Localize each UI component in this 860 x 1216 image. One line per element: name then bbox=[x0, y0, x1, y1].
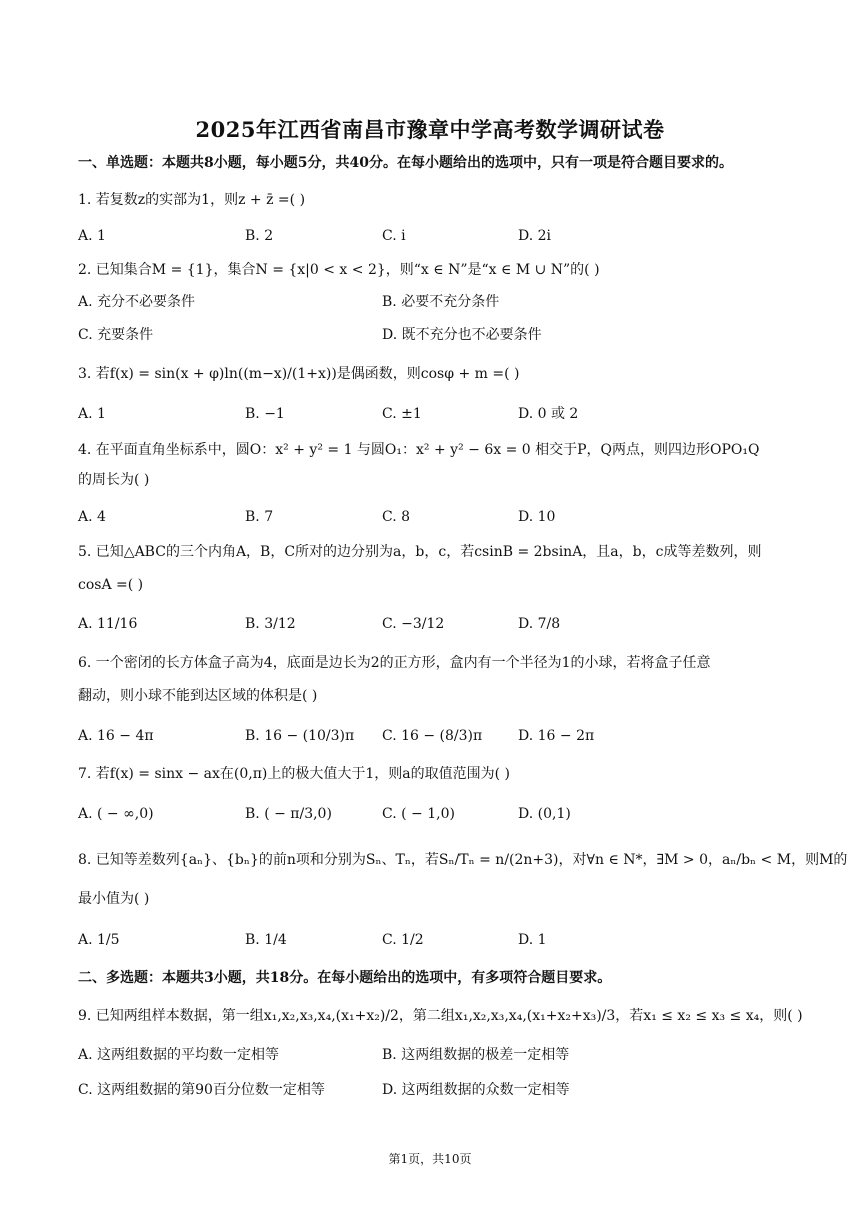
question-1-option-b: B. 2 bbox=[245, 228, 274, 244]
question-9-option-a: A. 这两组数据的平均数一定相等 bbox=[78, 1047, 280, 1063]
question-9-option-d: D. 这两组数据的众数一定相等 bbox=[382, 1082, 570, 1098]
question-6-option-a: A. 16 − 4π bbox=[78, 728, 154, 744]
question-3-stem: 3. 若f(x) = sin(x + φ)ln((m−x)/(1+x))是偶函数，则cosφ + m =( ) bbox=[78, 366, 520, 382]
question-2-option-c: C. 充要条件 bbox=[78, 327, 154, 343]
question-7-option-a: A. ( − ∞,0) bbox=[78, 806, 154, 822]
question-8-option-d: D. 1 bbox=[518, 932, 547, 948]
question-8-option-c: C. 1/2 bbox=[382, 932, 424, 948]
question-9-option-c: C. 这两组数据的第90百分位数一定相等 bbox=[78, 1082, 325, 1098]
question-1-option-a: A. 1 bbox=[78, 228, 106, 244]
question-6-option-d: D. 16 − 2π bbox=[518, 728, 595, 744]
question-8-stem-line-1: 8. 已知等差数列{aₙ}、{bₙ}的前n项和分别为Sₙ、Tₙ，若Sₙ/Tₙ = n/(2n+3)，对∀n ∈ N*，∃M > 0，aₙ/bₙ < M，则M的 bbox=[78, 852, 848, 868]
question-2-option-d: D. 既不充分也不必要条件 bbox=[382, 327, 542, 343]
question-5-option-c: C. −3/12 bbox=[382, 616, 445, 632]
question-4-option-b: B. 7 bbox=[245, 509, 274, 525]
question-4-stem-line-2: 的周长为( ) bbox=[78, 472, 150, 488]
question-5-option-d: D. 7/8 bbox=[518, 616, 561, 632]
page-title: 2025年江西省南昌市豫章中学高考数学调研试卷 bbox=[195, 117, 665, 142]
question-7-option-b: B. ( − π/3,0) bbox=[245, 806, 332, 822]
question-4-option-a: A. 4 bbox=[78, 509, 106, 525]
question-4-option-c: C. 8 bbox=[382, 509, 411, 525]
question-1-stem: 1. 若复数z的实部为1，则z + z̄ =( ) bbox=[78, 192, 306, 208]
question-8-stem-line-2: 最小值为( ) bbox=[78, 891, 150, 907]
question-9-stem: 9. 已知两组样本数据，第一组x₁,x₂,x₃,x₄,(x₁+x₂)/2，第二组x₁,x₂,x₃,x₄,(x₁+x₂+x₃)/3，若x₁ ≤ x₂ ≤ x₃ ≤ x₄，则( ) bbox=[78, 1008, 803, 1024]
question-1-option-c: C. i bbox=[382, 228, 406, 244]
question-3-option-c: C. ±1 bbox=[382, 406, 422, 422]
question-5-option-a: A. 11/16 bbox=[78, 616, 138, 632]
question-7-stem: 7. 若f(x) = sinx − ax在(0,π)上的极大值大于1，则a的取值范围为( ) bbox=[78, 766, 510, 782]
question-8-option-b: B. 1/4 bbox=[245, 932, 287, 948]
question-7-option-c: C. ( − 1,0) bbox=[382, 806, 455, 822]
section-heading-single-choice: 一、单选题：本题共8小题，每小题5分，共40分。在每小题给出的选项中，只有一项是符合题目要求的。 bbox=[78, 155, 733, 171]
section-heading-multi-choice: 二、多选题：本题共3小题，共18分。在每小题给出的选项中，有多项符合题目要求。 bbox=[78, 970, 612, 986]
question-6-option-c: C. 16 − (8/3)π bbox=[382, 728, 483, 744]
question-2-option-b: B. 必要不充分条件 bbox=[382, 294, 500, 310]
question-6-stem-line-1: 6. 一个密闭的长方体盒子高为4，底面是边长为2的正方形，盒内有一个半径为1的小球，若将盒子任意 bbox=[78, 655, 711, 671]
question-7-option-d: D. (0,1) bbox=[518, 806, 571, 822]
question-1-option-d: D. 2i bbox=[518, 228, 552, 244]
page-footer: 第1页，共10页 bbox=[388, 1152, 472, 1166]
question-2-stem: 2. 已知集合M = {1}，集合N = {x|0 < x < 2}，则“x ∈ N”是“x ∈ M ∪ N”的( ) bbox=[78, 262, 600, 278]
question-6-option-b: B. 16 − (10/3)π bbox=[245, 728, 355, 744]
question-3-option-d: D. 0 或 2 bbox=[518, 406, 579, 422]
question-5-stem-line-1: 5. 已知△ABC的三个内角A，B，C所对的边分别为a，b，c，若csinB = 2bsinA，且a，b，c成等差数列，则 bbox=[78, 544, 762, 560]
question-4-stem-line-1: 4. 在平面直角坐标系中，圆O：x² + y² = 1 与圆O₁：x² + y² − 6x = 0 相交于P，Q两点，则四边形OPO₁Q bbox=[78, 442, 760, 458]
question-5-option-b: B. 3/12 bbox=[245, 616, 296, 632]
question-4-option-d: D. 10 bbox=[518, 509, 556, 525]
question-5-stem-line-2: cosA =( ) bbox=[78, 577, 144, 593]
question-6-stem-line-2: 翻动，则小球不能到达区域的体积是( ) bbox=[78, 688, 318, 704]
question-2-option-a: A. 充分不必要条件 bbox=[78, 294, 196, 310]
question-9-option-b: B. 这两组数据的极差一定相等 bbox=[382, 1047, 570, 1063]
question-3-option-a: A. 1 bbox=[78, 406, 106, 422]
question-3-option-b: B. −1 bbox=[245, 406, 285, 422]
question-8-option-a: A. 1/5 bbox=[78, 932, 120, 948]
